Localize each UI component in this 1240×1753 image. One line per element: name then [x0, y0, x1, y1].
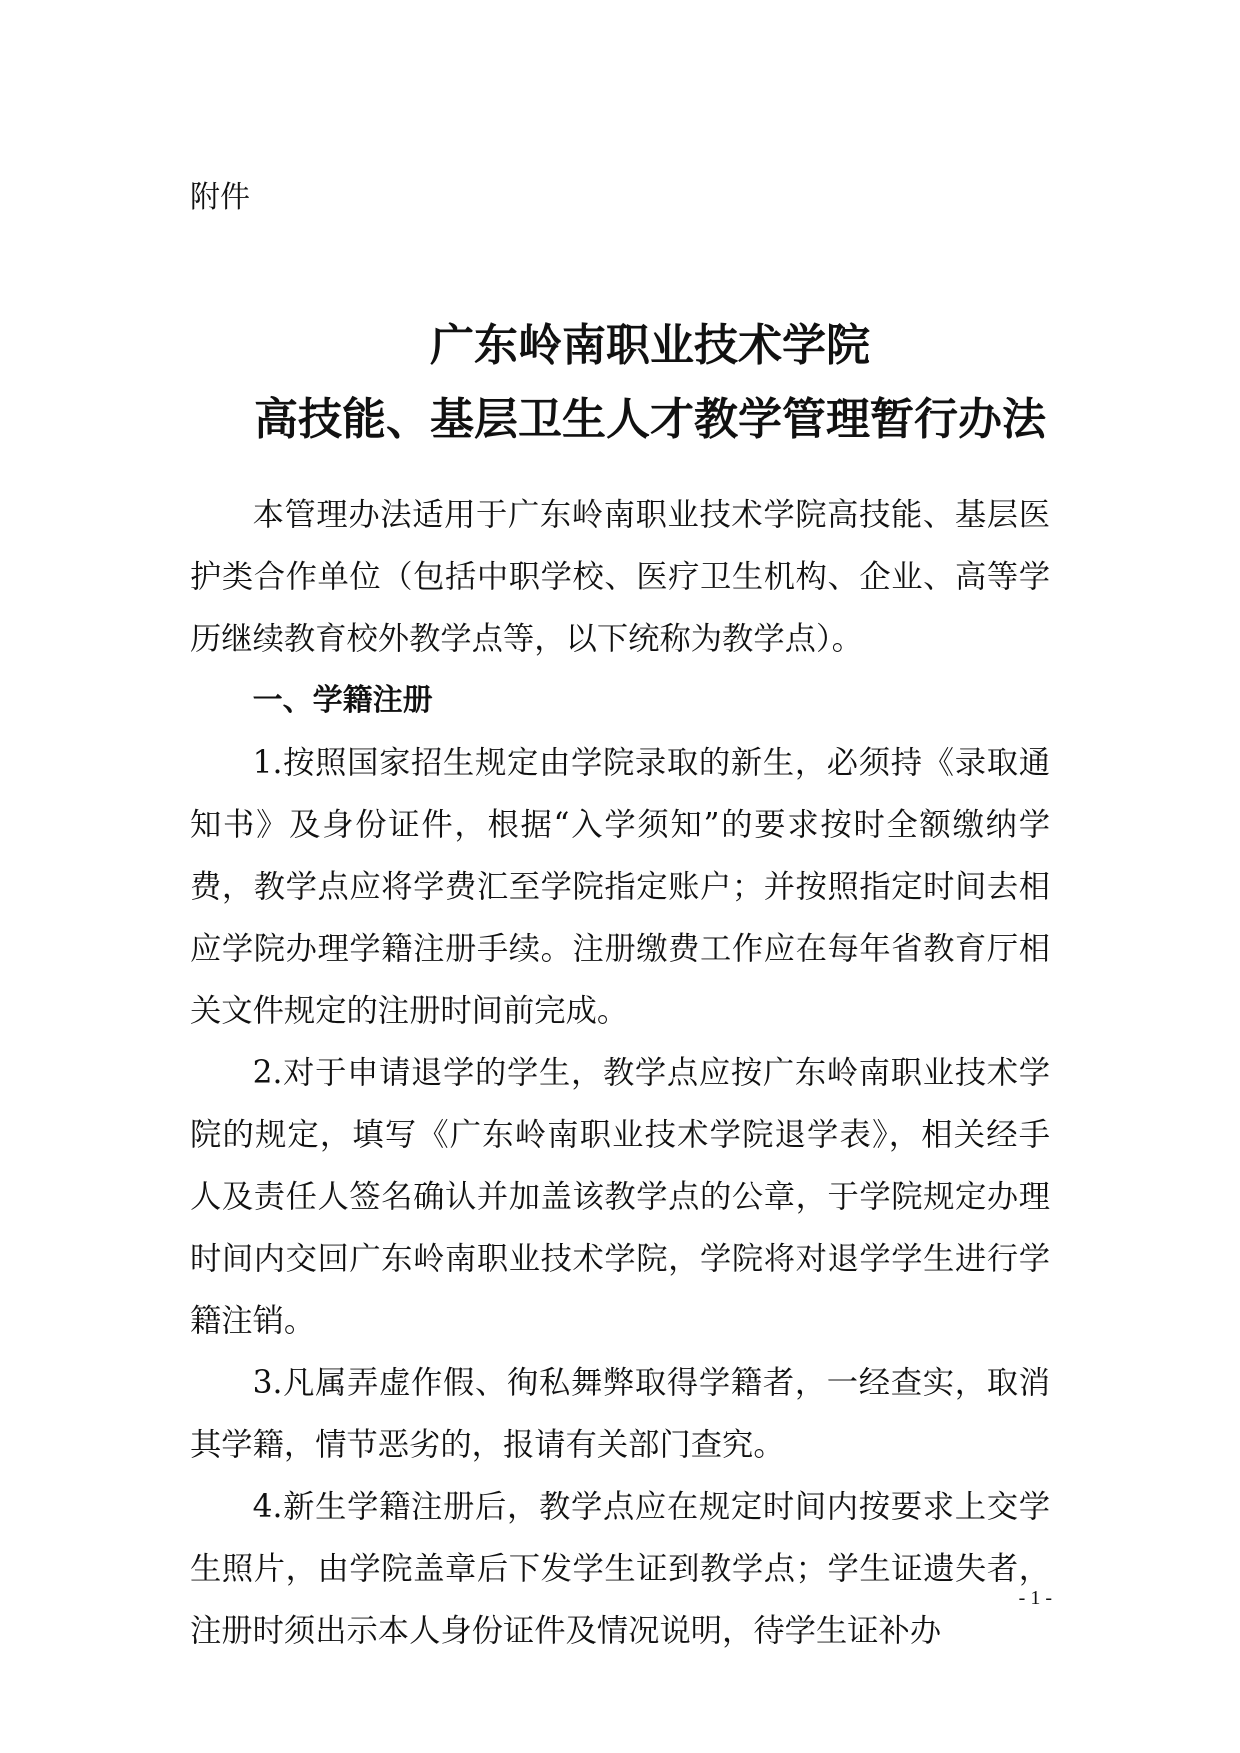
- section-heading-registration: 一、学籍注册: [252, 683, 433, 718]
- document-body: [190, 484, 1050, 1662]
- page-number: - 1 -: [1018, 1587, 1052, 1609]
- intro-paragraph: 本管理办法适用于广东岭南职业技术学院高技能、基层医护类合作单位（包括中职学校、医疗卫生机构、企业、高等学历继续教育校外教学点等，以下统称为教学点）。: [190, 497, 1050, 657]
- attachment-label: 附件: [190, 180, 250, 215]
- registration-item-3: 3.凡属弄虚作假、徇私舞弊取得学籍者，一经查实，取消其学籍，情节恶劣的，报请有关部门查究。: [190, 1365, 1050, 1463]
- document-title-line-2: 高技能、基层卫生人才教学管理暂行办法: [254, 394, 1046, 445]
- document-title-line-1: 广东岭南职业技术学院: [430, 320, 870, 371]
- registration-item-1: 1.按照国家招生规定由学院录取的新生，必须持《录取通知书》及身份证件，根据“入学须知”的要求按时全额缴纳学费，教学点应将学费汇至学院指定账户；并按照指定时间去相应学院办理学籍注册手续。注册缴费工作应在每年省教育厅相关文件规定的注册时间前完成。: [190, 745, 1050, 1029]
- registration-item-4: 4.新生学籍注册后，教学点应在规定时间内按要求上交学生照片，由学院盖章后下发学生证到教学点；学生证遗失者，注册时须出示本人身份证件及情况说明，待学生证补办: [190, 1489, 1050, 1649]
- registration-item-2: 2.对于申请退学的学生，教学点应按广东岭南职业技术学院的规定，填写《广东岭南职业技术学院退学表》，相关经手人及责任人签名确认并加盖该教学点的公章，于学院规定办理时间内交回广东岭南职业技术学院，学院将对退学学生进行学籍注销。: [190, 1055, 1050, 1339]
